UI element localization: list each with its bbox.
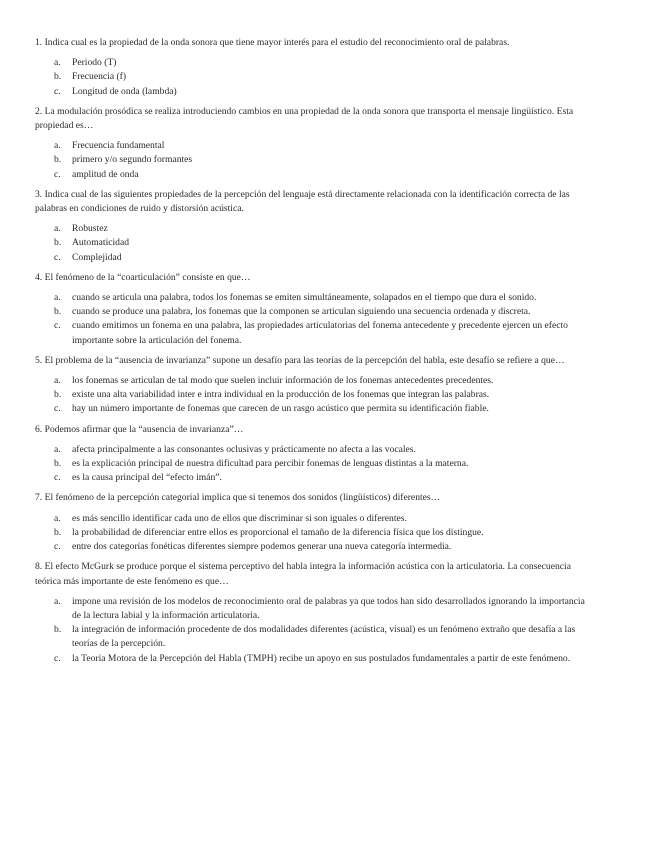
question-text	[35, 491, 595, 505]
option-text: es más sencillo identificar cada uno de ellos que discriminar si son iguales o diferentes.	[72, 512, 407, 524]
question-7	[35, 491, 595, 554]
question-stem: Indica cual de las siguientes propiedades de la percepción del lenguaje está directamente relacionada con la identificación correcta de las palabras en condiciones de ruido y distorsión acústica.	[35, 188, 570, 215]
question-number: 6.	[35, 423, 43, 435]
question-1	[35, 36, 595, 99]
option-letter: b.	[54, 71, 62, 83]
option-list	[35, 374, 595, 417]
option-c	[35, 402, 595, 416]
option-letter: c.	[54, 251, 61, 263]
option-letter: a.	[54, 140, 61, 152]
option-text: cuando se articula una palabra, todos los fonemas se emiten simultáneamente, solapados en el tiempo que dura el sonido.	[72, 292, 537, 304]
question-stem: El fenómeno de la “coarticulación” consiste en que…	[44, 271, 251, 283]
option-letter: b.	[54, 154, 62, 166]
option-letter: b.	[54, 624, 62, 636]
option-list	[35, 595, 595, 666]
option-letter: a.	[54, 443, 61, 455]
question-5	[35, 354, 595, 417]
option-text: Automaticidad	[72, 237, 130, 249]
option-letter: c.	[54, 320, 61, 332]
option-list	[35, 291, 595, 348]
option-letter: a.	[54, 292, 61, 304]
option-a	[35, 512, 595, 526]
option-list	[35, 222, 595, 265]
option-list	[35, 512, 595, 555]
option-b	[35, 526, 595, 540]
option-text: afecta principalmente a las consonantes oclusivas y prácticamente no afecta a las vocales.	[72, 443, 416, 455]
option-c	[35, 471, 595, 485]
option-c	[35, 251, 595, 265]
option-c	[35, 652, 595, 666]
option-text: impone una revisión de los modelos de reconocimiento oral de palabras ya que todos han sido desarrollados ignorando la importancia de la lectura labial y la información articulatoria.	[72, 595, 585, 621]
option-letter: b.	[54, 237, 62, 249]
option-a	[35, 222, 595, 236]
question-text	[35, 560, 595, 588]
option-text: Frecuencia (f)	[72, 71, 127, 83]
question-number: 4.	[35, 271, 43, 283]
question-number: 7.	[35, 492, 43, 504]
option-letter: b.	[54, 306, 62, 318]
question-4	[35, 271, 595, 348]
option-a	[35, 374, 595, 388]
option-text: amplitud de onda	[72, 168, 139, 180]
option-b	[35, 388, 595, 402]
question-stem: La modulación prosódica se realiza introduciendo cambios en una propiedad de la onda sonora que transporta el mensaje lingüístico. Esta propiedad es…	[35, 105, 574, 132]
option-text: cuando se produce una palabra, los fonemas que la componen se articulan siguiendo una secuencia ordenada y discreta.	[72, 306, 531, 318]
option-letter: c.	[54, 472, 61, 484]
option-text: entre dos categorías fonéticas diferentes siempre podemos generar una nueva categoría intermedia.	[72, 541, 452, 553]
question-text	[35, 271, 595, 285]
option-letter: a.	[54, 57, 61, 69]
option-a	[35, 56, 595, 70]
question-2	[35, 105, 595, 182]
option-text: primero y/o segundo formantes	[72, 154, 193, 166]
option-b	[35, 236, 595, 250]
option-a	[35, 139, 595, 153]
question-stem: El problema de la “ausencia de invarianza” supone un desafío para las teorías de la percepción del habla, este desafío se refiere a que…	[44, 354, 565, 366]
option-a	[35, 443, 595, 457]
option-text: hay un número importante de fonemas que carecen de un rasgo acústico que permita su identificación fiable.	[72, 403, 489, 415]
question-stem: Indica cual es la propiedad de la onda sonora que tiene mayor interés para el estudio del reconocimiento oral de palabras.	[44, 37, 510, 48]
option-c	[35, 168, 595, 182]
option-letter: a.	[54, 375, 61, 387]
option-letter: b.	[54, 458, 62, 470]
option-letter: c.	[54, 541, 61, 553]
option-letter: c.	[54, 168, 61, 180]
option-text: existe una alta variabilidad inter e intra individual en la producción de los fonemas que integran las palabras.	[72, 389, 490, 401]
question-text	[35, 36, 595, 50]
option-text: Frecuencia fundamental	[72, 140, 165, 152]
option-list	[35, 139, 595, 182]
option-b	[35, 623, 595, 651]
option-b	[35, 457, 595, 471]
option-letter: b.	[54, 389, 62, 401]
option-letter: a.	[54, 512, 61, 524]
option-letter: b.	[54, 526, 62, 538]
option-c	[35, 85, 595, 99]
option-text: Longitud de onda (lambda)	[72, 85, 177, 97]
option-text: la probabilidad de diferenciar entre ellos es proporcional el tamaño de la diferencia física que los distingue.	[72, 526, 484, 538]
option-letter: a.	[54, 595, 61, 607]
option-c	[35, 540, 595, 554]
option-b	[35, 153, 595, 167]
question-text	[35, 188, 595, 216]
question-6	[35, 423, 595, 486]
question-text	[35, 423, 595, 437]
question-stem: Podemos afirmar que la “ausencia de invarianza”…	[44, 423, 244, 435]
option-b	[35, 305, 595, 319]
question-text	[35, 105, 595, 133]
question-3	[35, 188, 595, 265]
option-text: la integración de información procedente de dos modalidades diferentes (acústica, visual) es un fenómeno extraño que desafía a las teorías de la percepción.	[72, 624, 576, 650]
question-stem: El efecto McGurk se produce porque el sistema perceptivo del habla integra la información acústica con la articulatoria. La consecuencia teórica más importante de este fenómeno es que…	[35, 561, 571, 587]
option-list	[35, 443, 595, 486]
question-8	[35, 560, 595, 665]
option-b	[35, 70, 595, 84]
option-list	[35, 56, 595, 99]
option-letter: c.	[54, 652, 61, 664]
option-text: es la explicación principal de nuestra dificultad para percibir fonemas de lenguas distintas a la materna.	[72, 458, 469, 470]
option-a	[35, 291, 595, 305]
question-number: 8.	[35, 561, 43, 573]
option-text: la Teoría Motora de la Percepción del Habla (TMPH) recibe un apoyo en sus postulados fundamentales a partir de este fenómeno.	[72, 652, 571, 664]
option-text: Periodo (T)	[72, 57, 117, 69]
option-text: los fonemas se articulan de tal modo que suelen incluir información de los fonemas antecedentes precedentes.	[72, 375, 494, 387]
question-number: 3.	[35, 188, 43, 200]
option-a	[35, 595, 595, 623]
option-letter: c.	[54, 403, 61, 415]
option-text: es la causa principal del “efecto imán”.	[72, 472, 222, 484]
question-number: 2.	[35, 105, 43, 117]
option-c	[35, 319, 595, 347]
option-text: cuando emitimos un fonema en una palabra, las propiedades articulatorias del fonema antecedente y precedente ejercen un efecto importante sobre la articulación del fonema.	[72, 320, 568, 346]
option-text: Complejidad	[72, 251, 122, 263]
question-number: 1.	[35, 37, 43, 48]
option-letter: a.	[54, 223, 61, 235]
question-text	[35, 354, 595, 368]
option-text: Robustez	[72, 223, 108, 235]
option-letter: c.	[54, 85, 61, 97]
question-stem: El fenómeno de la percepción categorial implica que si tenemos dos sonidos (lingüísticos) diferentes…	[44, 492, 441, 504]
question-number: 5.	[35, 354, 43, 366]
